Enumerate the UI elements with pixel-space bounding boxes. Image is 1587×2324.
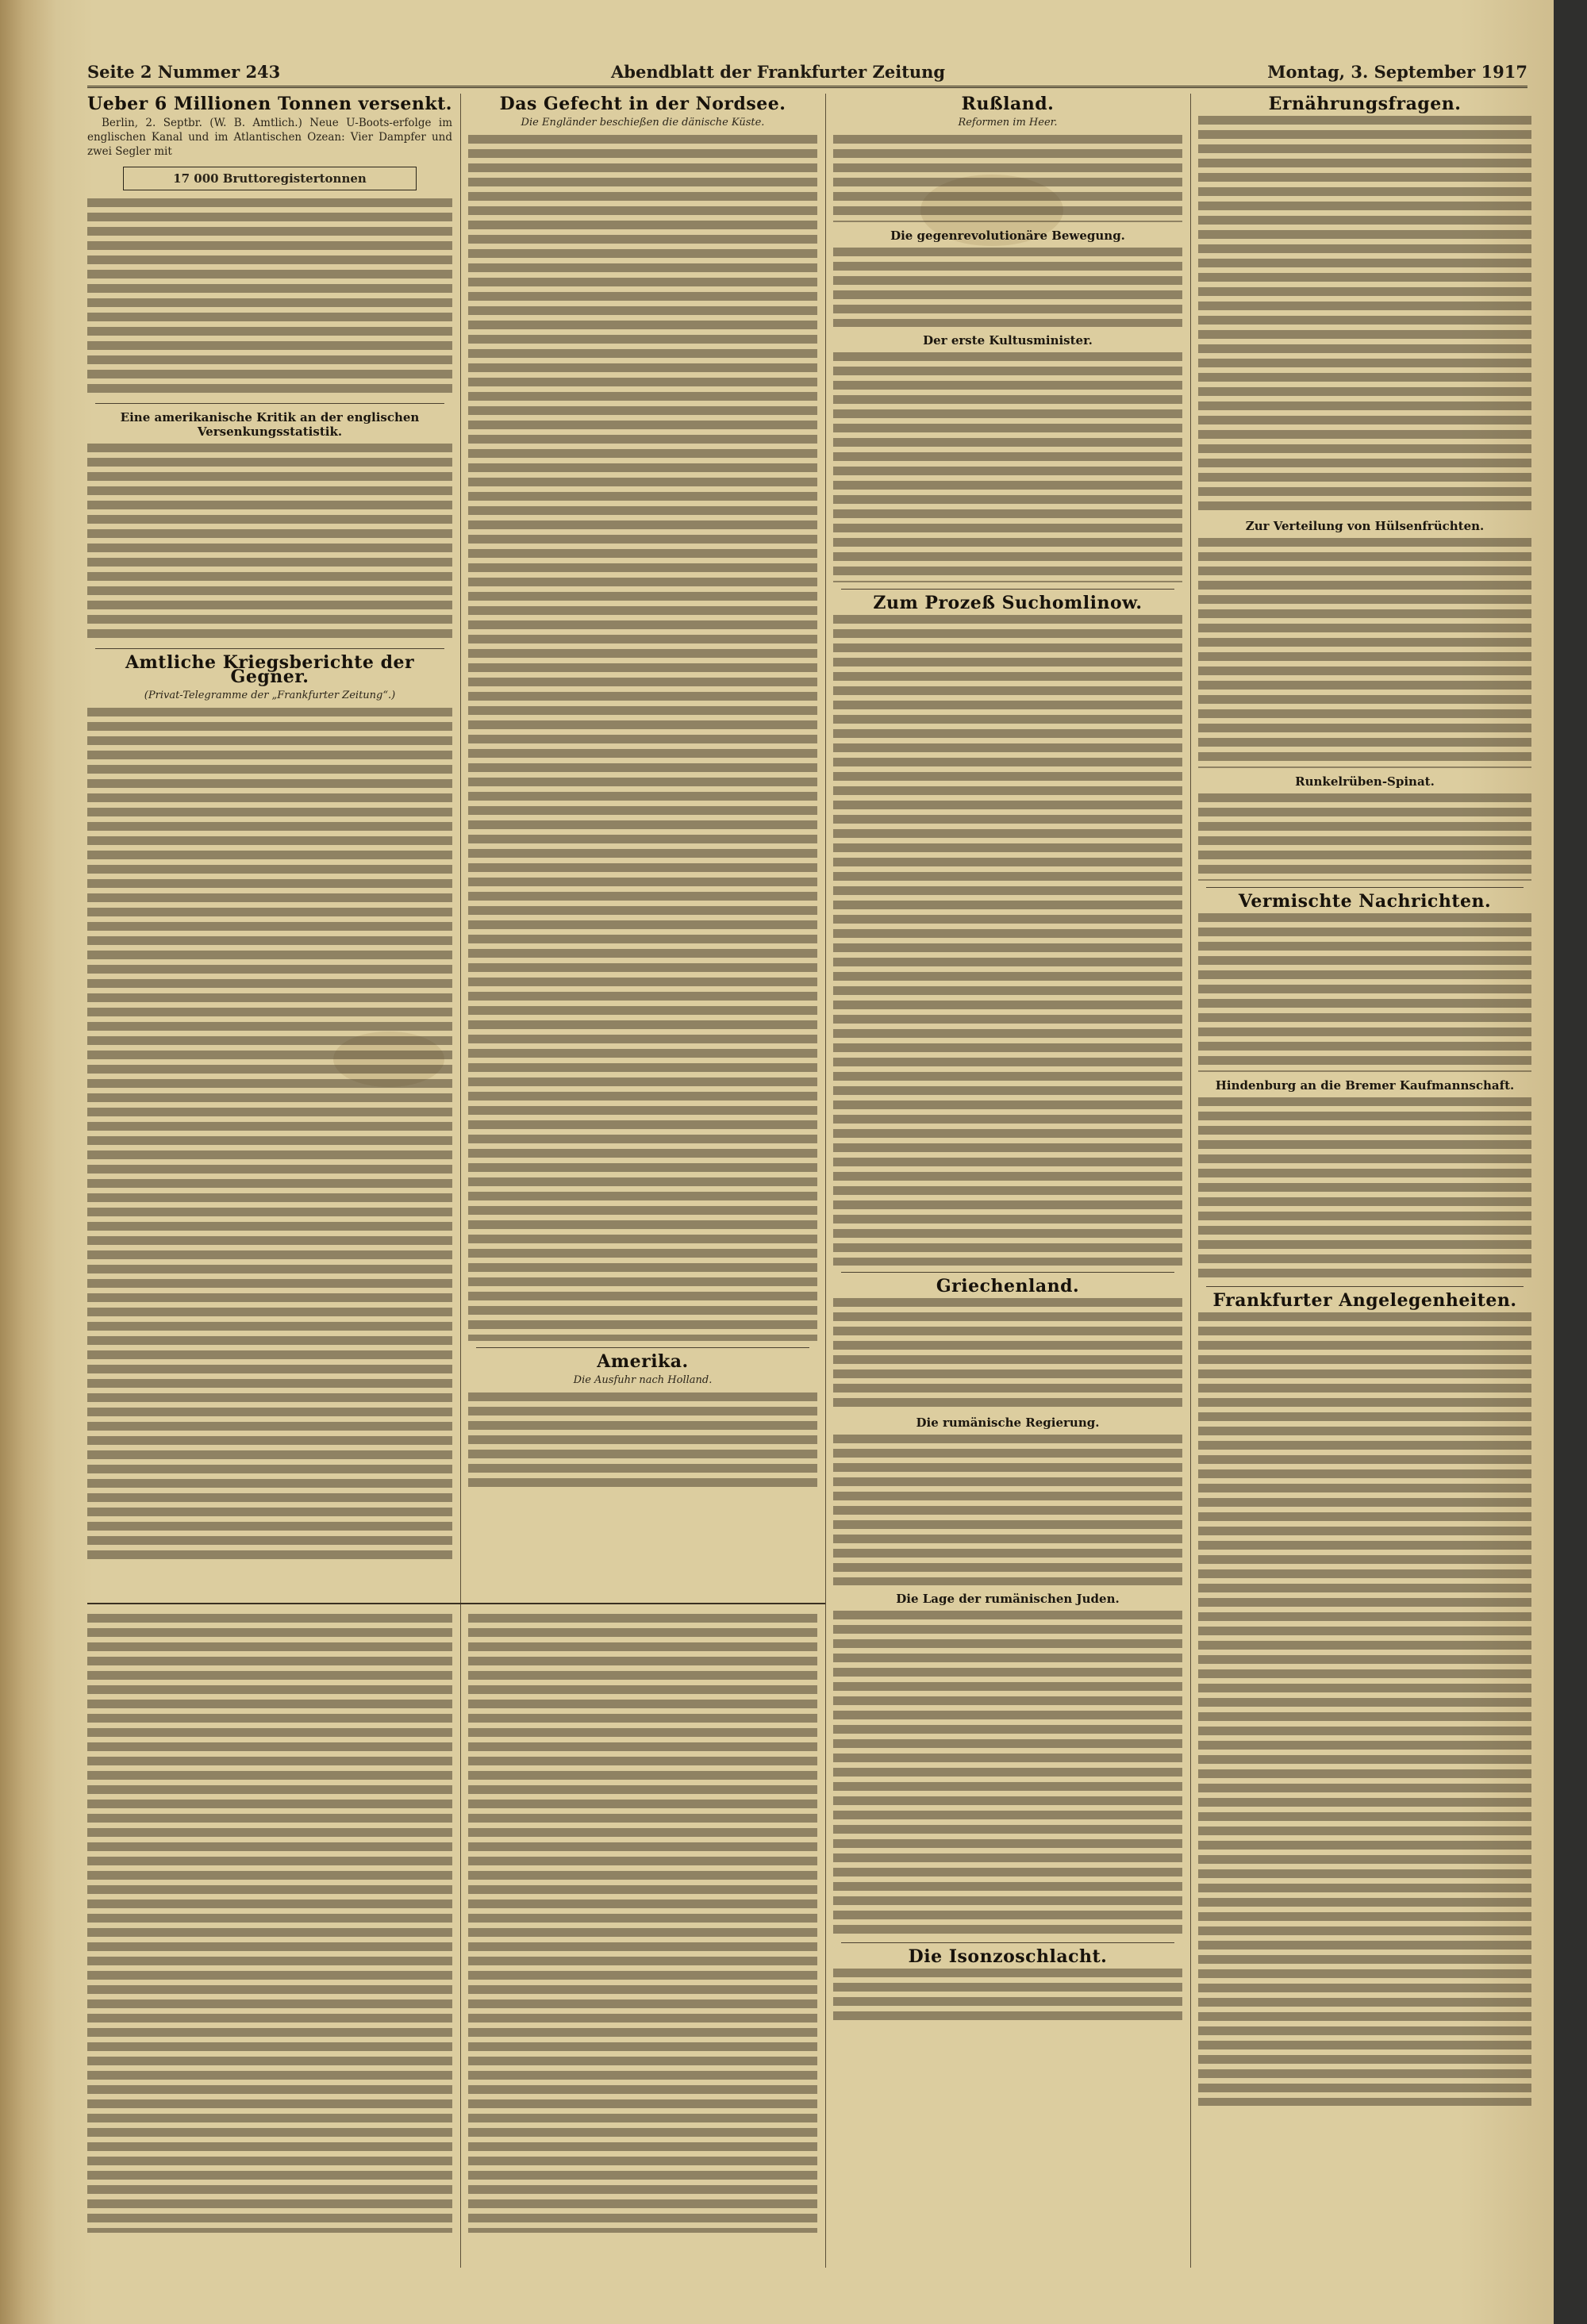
article-text-block: [87, 198, 452, 397]
headline-greece: Griechenland.: [936, 1276, 1080, 1296]
divider: [841, 1272, 1174, 1273]
article-text-block: [833, 1611, 1182, 1936]
column-rule: [460, 94, 461, 2268]
subheadline-hindenburg: Hindenburg an die Bremer Kaufmannschaft.: [1215, 1078, 1515, 1093]
article-text-block: [1198, 116, 1531, 513]
feuilleton-rule: [87, 1603, 825, 1604]
article-text-block: [833, 352, 1182, 582]
article-text-block: [1198, 538, 1531, 768]
divider: [841, 589, 1174, 590]
headline-russia: Rußland.: [961, 94, 1055, 114]
article-deck: (Privat-Telegramme der „Frankfurter Zeitung“.): [144, 690, 396, 701]
article-text-block: [833, 615, 1182, 1266]
feuilleton-text: [87, 1614, 452, 2233]
article-text-block: [1198, 1312, 1531, 2106]
headline-isonzo: Die Isonzoschlacht.: [908, 1946, 1108, 1967]
page-binding: [0, 0, 56, 2324]
subheadline-kultusminister: Der erste Kultusminister.: [923, 333, 1093, 348]
article-text-block: [1198, 793, 1531, 881]
tonnage-figure: 17 000 Bruttoregistertonnen: [123, 167, 417, 190]
article-text-block: [87, 708, 452, 1565]
article-text-block: [1198, 1097, 1531, 1280]
page-number: Seite 2 Nummer 243: [87, 62, 281, 82]
subheadline-counterrevolution: Die gegenrevolutionäre Bewegung.: [890, 229, 1125, 243]
article-lead: Berlin, 2. Septbr. (W. B. Amtlich.) Neue U-Boots-erfolge im englischen Kanal und im Atlantischen Ozean: Vier Dampfer und zwei Segler mit: [87, 117, 452, 158]
subheadline-spinach: Runkelrüben-Spinat.: [1295, 774, 1435, 789]
issue-date: Montag, 3. September 1917: [1267, 62, 1527, 82]
divider: [95, 648, 444, 649]
feuilleton-right: [468, 1611, 817, 2245]
article-deck: Die Engländer beschießen die dänische Küste.: [521, 117, 765, 129]
subheadline-american-critique: Eine amerikanische Kritik an der englischen Versenkungsstatistik.: [120, 410, 420, 439]
divider: [1206, 1286, 1524, 1287]
article-text-block: [833, 1435, 1182, 1585]
article-text-block: [87, 444, 452, 642]
masthead: [87, 62, 1527, 88]
divider: [1206, 887, 1524, 888]
column-4: [1198, 94, 1531, 2268]
column-3: [833, 94, 1182, 2268]
article-text-block: [833, 248, 1182, 327]
subheadline-romanian-jews: Die Lage der rumänischen Juden.: [896, 1592, 1120, 1606]
headline-miscellaneous: Vermischte Nachrichten.: [1238, 891, 1492, 912]
divider: [95, 403, 444, 404]
article-text-block: [468, 135, 817, 1341]
headline-frankfurt-affairs: Frankfurter Angelegenheiten.: [1212, 1290, 1517, 1311]
newspaper-title: Abendblatt der Frankfurter Zeitung: [611, 62, 946, 82]
subheadline-romanian-government: Die rumänische Regierung.: [916, 1416, 1100, 1430]
headline-suchomlinow: Zum Prozeß Suchomlinow.: [873, 593, 1143, 613]
feuilleton-left: [87, 1611, 452, 2245]
article-deck: Die Ausfuhr nach Holland.: [573, 1374, 713, 1386]
headline-north-sea: Das Gefecht in der Nordsee.: [499, 94, 786, 114]
column-2: [468, 94, 817, 1601]
headline-nutrition: Ernährungsfragen.: [1268, 94, 1462, 114]
headline-america: Amerika.: [597, 1351, 689, 1372]
article-text-block: [833, 1298, 1182, 1409]
article-text-block: [468, 1392, 817, 1488]
column-1: [87, 94, 452, 1601]
scan-border: [1554, 0, 1587, 2324]
column-rule: [825, 94, 826, 2268]
article-deck: Reformen im Heer.: [958, 117, 1058, 129]
article-text-block: [1198, 913, 1531, 1072]
headline-war-reports: Amtliche Kriegsberichte der Gegner.: [125, 652, 415, 687]
feuilleton-text: [468, 1614, 817, 2233]
headline-tonnage: Ueber 6 Millionen Tonnen versenkt.: [87, 94, 452, 114]
divider: [476, 1347, 809, 1348]
column-rule: [1190, 94, 1191, 2268]
article-text-block: [833, 135, 1182, 222]
article-text-block: [833, 1969, 1182, 2024]
subheadline-pulses: Zur Verteilung von Hülsenfrüchten.: [1245, 519, 1485, 533]
divider: [841, 1942, 1174, 1943]
